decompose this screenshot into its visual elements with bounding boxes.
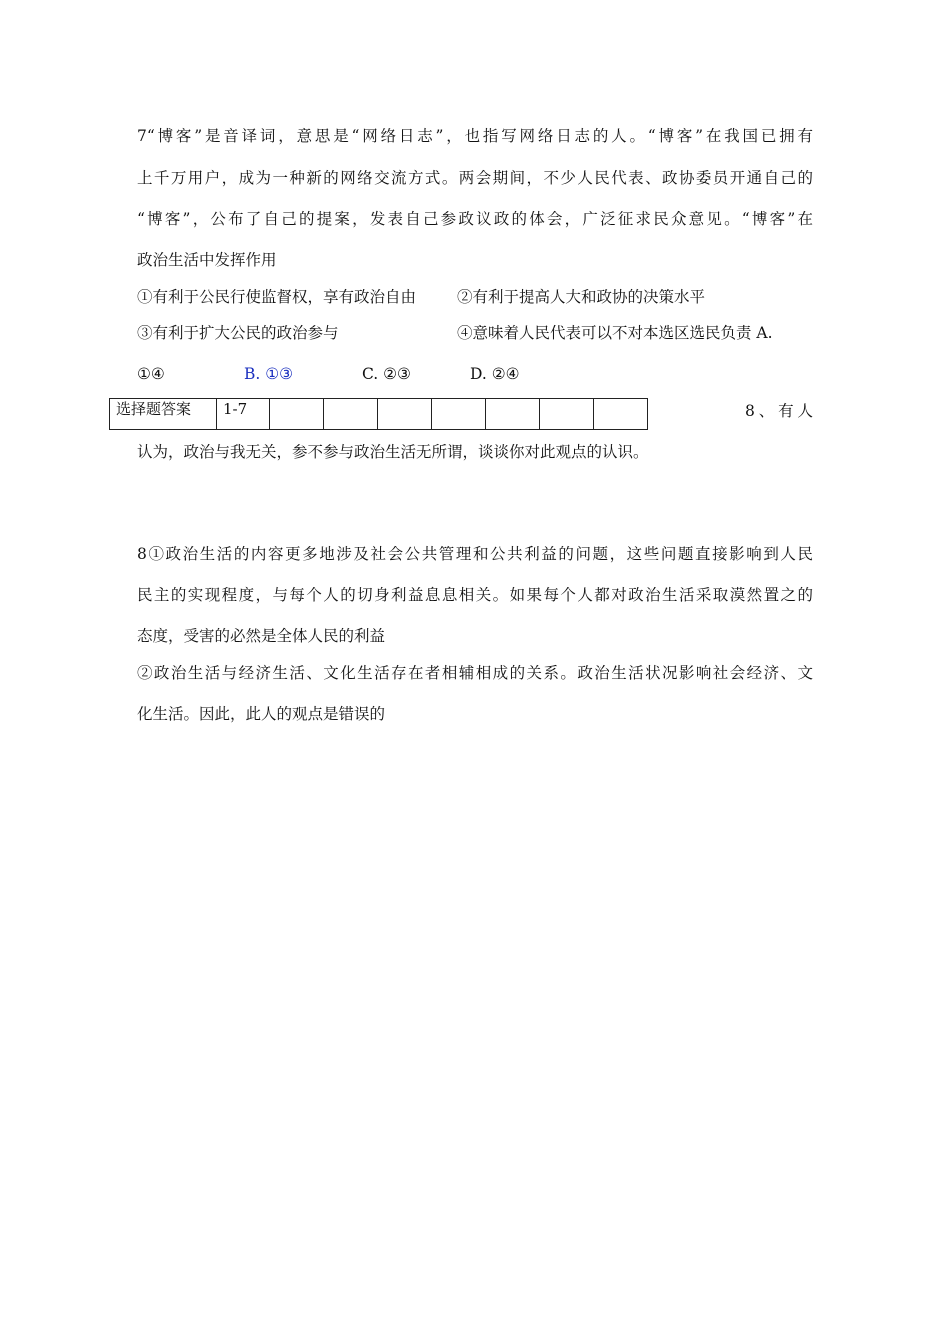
q8-intro: 认为，政治与我无关，参不参与政治生活无所谓，谈谈你对此观点的认识。: [137, 443, 649, 461]
answer-blank-3[interactable]: [378, 399, 432, 430]
answer-blank-6[interactable]: [540, 399, 594, 430]
answer-table-range: 1-7: [217, 399, 270, 430]
q7-option-4: ④意味着人民代表可以不对本选区选民负责 A.: [457, 324, 773, 342]
q7-choice-b: B. ①③: [244, 365, 294, 383]
a8-p2-line-2: 化生活。因此，此人的观点是错误的: [137, 705, 386, 723]
answer-table-row: [110, 399, 648, 430]
q7-line-1: 7“博客”是音译词，意思是“网络日志”，也指写网络日志的人。“博客”在我国已拥有: [137, 127, 813, 145]
answer-blank-1[interactable]: [270, 399, 324, 430]
answer-blank-5[interactable]: [486, 399, 540, 430]
q7-line-2: 上千万用户，成为一种新的网络交流方式。两会期间，不少人民代表、政协委员开通自己的: [137, 169, 813, 187]
q7-line-3: “博客”，公布了自己的提案，发表自己参政议政的体会，广泛征求民众意见。“博客”在: [137, 210, 813, 228]
answer-table: [109, 398, 648, 430]
q7-choice-d: D. ②④: [470, 365, 520, 383]
q8-intro-tail: 8、有人: [745, 402, 813, 420]
a8-p1-line-2: 民主的实现程度，与每个人的切身利益息息相关。如果每个人都对政治生活采取漠然置之的: [137, 586, 813, 604]
answer-table-header: 选择题答案: [110, 399, 217, 430]
answer-blank-2[interactable]: [324, 399, 378, 430]
q7-option-3: ③有利于扩大公民的政治参与: [137, 324, 339, 342]
q7-line-4: 政治生活中发挥作用: [137, 251, 277, 269]
a8-p1-line-3: 态度，受害的必然是全体人民的利益: [137, 627, 386, 645]
q7-choice-a: ①④: [137, 365, 165, 383]
a8-p2-line-1: ②政治生活与经济生活、文化生活存在者相辅相成的关系。政治生活状况影响社会经济、文: [137, 664, 813, 682]
q7-choice-c: C. ②③: [362, 365, 411, 383]
q7-option-2: ②有利于提高人大和政协的决策水平: [457, 288, 706, 306]
answer-blank-7[interactable]: [594, 399, 648, 430]
answer-blank-4[interactable]: [432, 399, 486, 430]
a8-p1-line-1: 8①政治生活的内容更多地涉及社会公共管理和公共利益的问题，这些问题直接影响到人民: [137, 545, 813, 563]
q7-option-1: ①有利于公民行使监督权，享有政治自由: [137, 288, 417, 306]
